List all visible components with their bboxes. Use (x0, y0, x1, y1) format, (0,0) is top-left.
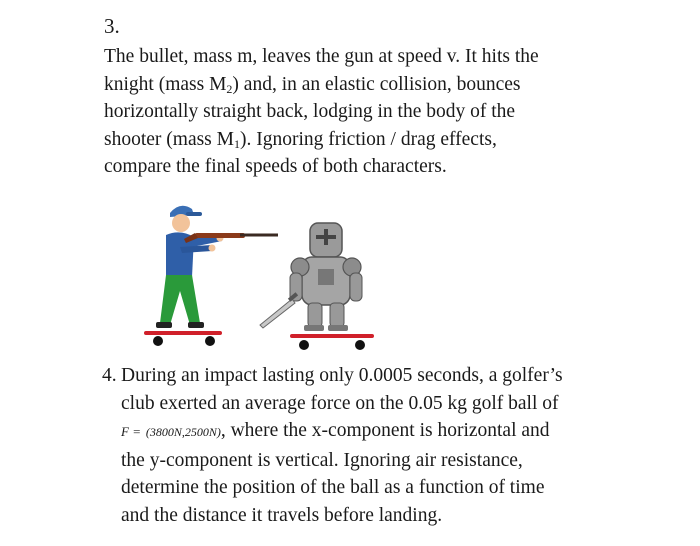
force-vector-symbol: F = (121, 424, 141, 439)
q3-line-4a: shooter (mass M (104, 128, 234, 150)
force-vector-value: (3800N,2500N) (145, 425, 221, 439)
question-3-number: 3. (104, 14, 120, 38)
q3-line-3: horizontally straight back, lodging in the body of the (104, 101, 516, 122)
question-3-text (104, 43, 604, 181)
q4-line-2: club exerted an average force on the 0.05 kg golf ball of (121, 392, 559, 414)
q3-line-2b: ) and, in an elastic collision, bounces (232, 73, 521, 95)
q3-subscript-1: 1 (234, 136, 240, 151)
q3-line-4b: ). Ignoring friction / drag effects, (240, 128, 497, 150)
q3-subscript-2: 2 (226, 81, 233, 96)
shooter-figure (156, 206, 278, 328)
q4-line-1: During an impact lasting only 0.0005 seconds, a golfer’s (121, 365, 563, 386)
q4-line-5: determine the position of the ball as a function of time (121, 477, 545, 498)
q3-line-5: compare the final speeds of both characters. (104, 156, 447, 177)
q4-line-6: and the distance it travels before landing. (121, 504, 443, 526)
knight-skateboard (290, 334, 374, 350)
question-4-number: 4. (102, 365, 117, 386)
q4-line-4: the y-component is vertical. Ignoring air resistance, (121, 449, 523, 471)
shooter-knight-illustration (140, 195, 400, 360)
q3-line-2a: knight (mass M (104, 73, 227, 95)
q3-line-1: The bullet, mass m, leaves the gun at speed v. It hits the (104, 46, 539, 67)
knight-figure (260, 223, 362, 331)
q4-line-3b: , where the x-component is horizontal and (220, 420, 550, 441)
question-4-text (102, 362, 621, 529)
shooter-skateboard (144, 331, 222, 346)
